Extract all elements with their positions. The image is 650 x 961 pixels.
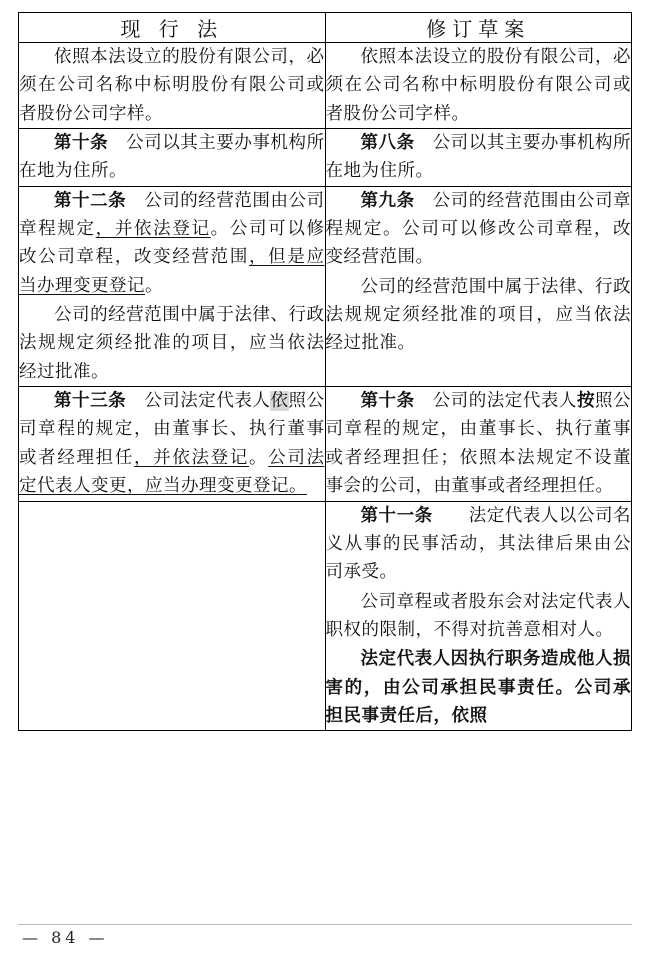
table-cell-draft-amendment (325, 501, 632, 731)
paragraph (19, 387, 325, 500)
text-run: 法定代表人以公司名义从事的民事活动，其法律后果由公司承受。 (325, 505, 632, 583)
text-run: 第十三条 (54, 391, 127, 412)
column-header-draft-amendment-label: 修订草案 (426, 17, 531, 41)
text-run: 公司的经营范围由公司章程规定。公司可以修改公司章程，改变经营范围。 (325, 190, 632, 268)
text-run: 。 (595, 476, 614, 497)
paragraph (19, 301, 325, 386)
column-header-current-law (19, 13, 326, 43)
paragraph (326, 502, 632, 587)
text-run: 按 (576, 391, 595, 412)
table-cell-current-law (19, 387, 326, 501)
table-cell-draft-amendment (325, 129, 632, 187)
paragraph (19, 187, 325, 300)
paragraph (326, 387, 632, 500)
text-run: 第十条 (360, 391, 415, 412)
text-run: 。公司可以修改公司章程，改变经营范围 (19, 219, 325, 268)
paragraph (326, 588, 632, 645)
paragraph (19, 43, 325, 128)
text-run: 第九条 (360, 190, 415, 211)
paragraph (326, 43, 632, 128)
text-run: 第十一条 (360, 505, 433, 526)
text-run: 法定代表人因执行职务造成他人损害的，由公司承担民事责任。公司承担民事责任后，依照 (325, 649, 631, 726)
text-run: 公司法定代表人变更，应当办理变更登记。 (19, 447, 325, 497)
table-cell-empty (19, 501, 326, 731)
text-run: 公司的经营范围由公司章程规定 (19, 190, 325, 240)
column-header-draft-amendment (325, 13, 632, 43)
table-cell-draft-amendment (325, 186, 632, 386)
text-run: 公司法定代表人 (126, 391, 271, 412)
paragraph (19, 129, 325, 186)
text-run: ，并依法登记 (134, 447, 249, 468)
text-run: 公司的法定代表人 (414, 391, 577, 412)
paragraph (326, 187, 632, 272)
text-run: 第十条 (54, 133, 109, 154)
table-body (19, 43, 632, 731)
table-row (19, 43, 632, 129)
page-number: — 84 — (22, 928, 109, 947)
table-cell-current-law (19, 129, 326, 187)
text-run: 。 (249, 447, 269, 468)
table-row (19, 186, 632, 386)
text-run: ，并依法登记 (95, 219, 211, 240)
page-footer (0, 928, 650, 947)
paragraph (326, 129, 632, 186)
text-run: ，但是应当办理变更登记 (19, 247, 325, 296)
table-cell-current-law (19, 43, 326, 129)
text-run: 依照本法设立的股份有限公司，必须在公司名称中标明股份有限公司或者股份公司字样。 (19, 47, 325, 124)
table-cell-draft-amendment (325, 43, 632, 129)
text-run: 第八条 (360, 133, 415, 154)
table-cell-current-law (19, 186, 326, 386)
table-header-row (19, 13, 632, 43)
text-run: 公司的经营范围中属于法律、行政法规规定须经批准的项目，应当依法经过批准。 (19, 305, 325, 382)
table-cell-draft-amendment (325, 387, 632, 501)
text-run: 。 (145, 275, 163, 296)
text-run: 依 (270, 391, 289, 412)
text-run: 公司的经营范围中属于法律、行政法规规定须经批准的项目，应当依法经过批准。 (325, 276, 631, 354)
text-run: 公司以其主要办事机构所在地为住所。 (325, 133, 632, 182)
table-row (19, 129, 632, 187)
text-run: 照公司章程的规定，由董事长、执行董事或者经理担任 (19, 391, 325, 468)
paragraph (326, 645, 632, 730)
paragraph (326, 273, 632, 358)
text-run: 公司章程或者股东会对法定代表人职权的限制，不得对抗善意相对人。 (325, 591, 631, 640)
text-run: 第十二条 (54, 190, 127, 211)
table-row (19, 387, 632, 501)
table-row (19, 501, 632, 731)
text-run: 照公司章程的规定，由董事长、执行董事或者经理担任 (325, 391, 632, 468)
text-run: 依照本法设立的股份有限公司，必须在公司名称中标明股份有限公司或者股份公司字样。 (325, 47, 631, 124)
text-run: 公司以其主要办事机构所在地为住所。 (19, 133, 325, 182)
footer-divider (18, 924, 632, 925)
column-header-current-law-label: 现 行 法 (120, 17, 224, 41)
text-run: ；依照本法规定不设董事会的公司，由董事或者经理担任 (325, 447, 631, 497)
law-comparison-table (18, 12, 632, 731)
